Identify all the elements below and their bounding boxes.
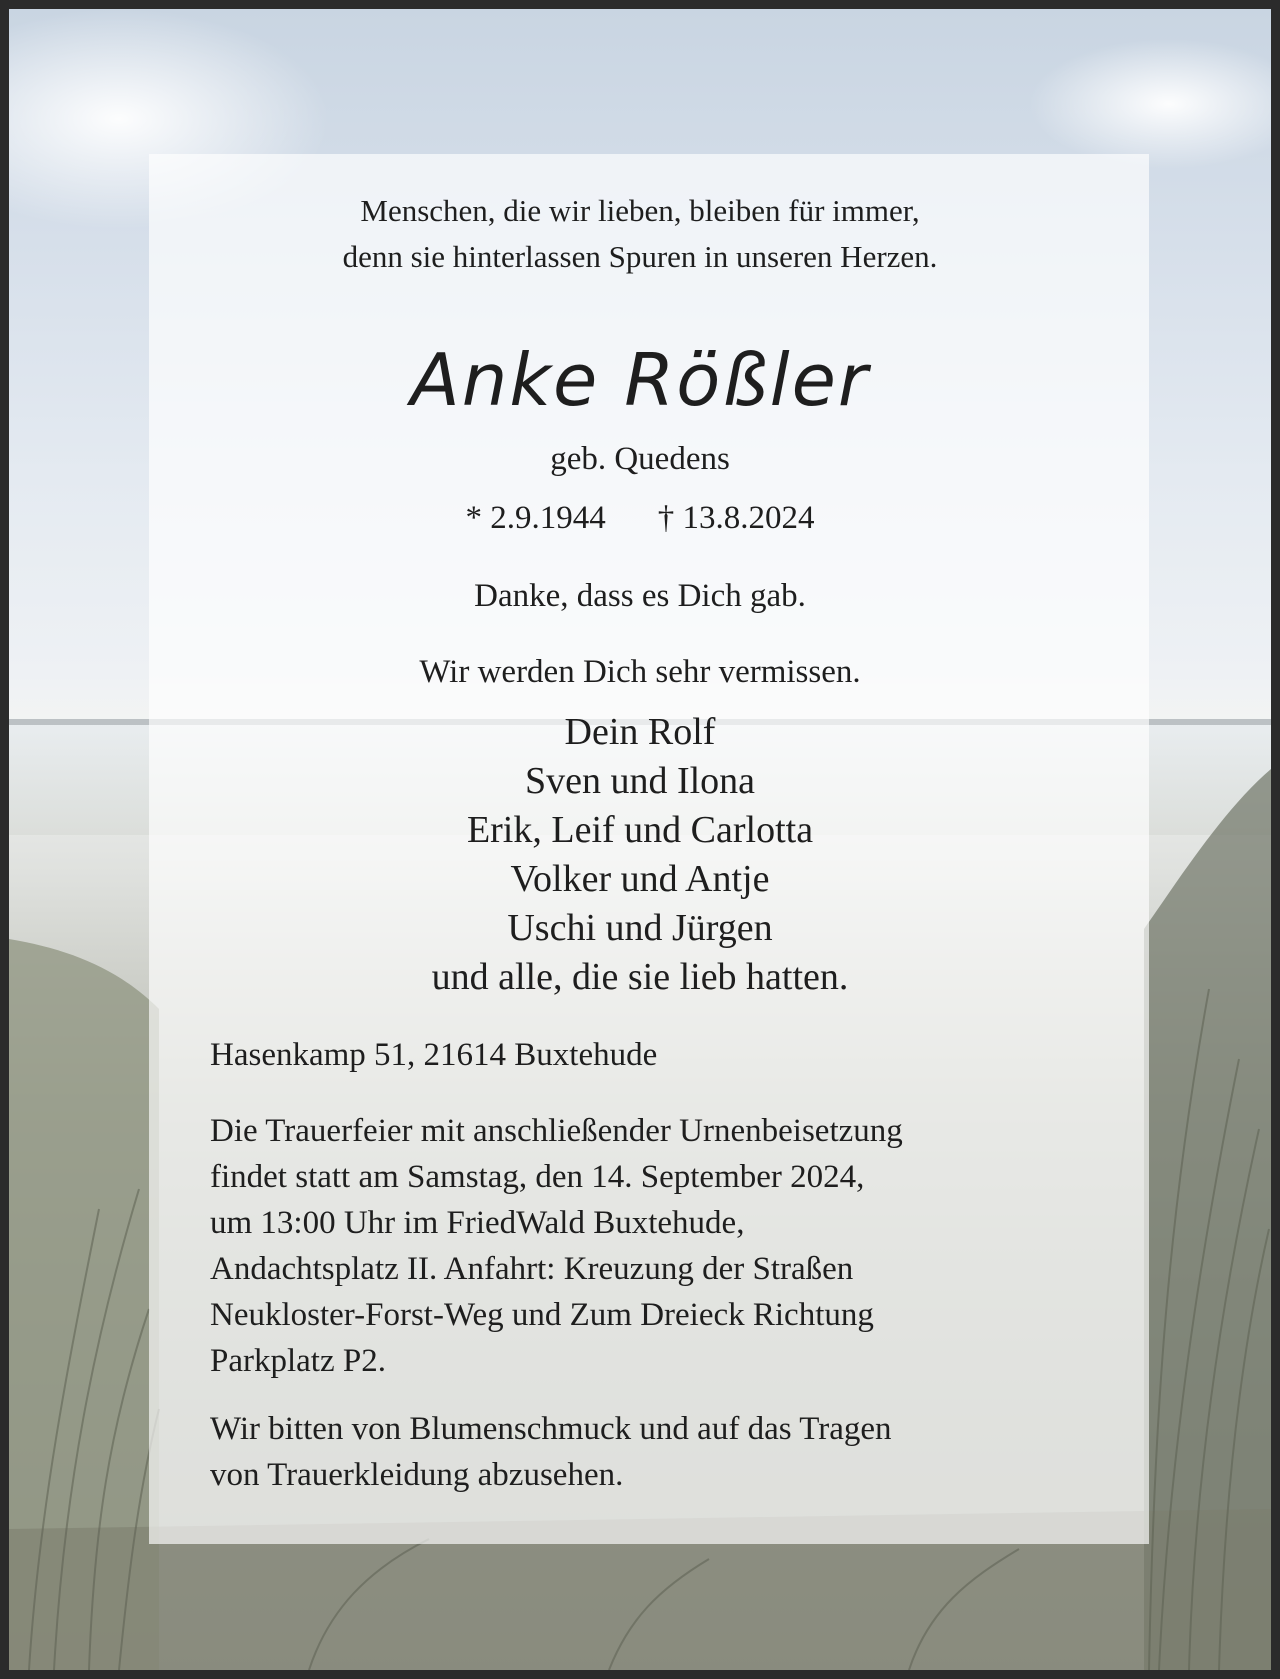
motto-line-2: denn sie hinterlassen Spuren in unseren Herzen. [342, 239, 938, 274]
mourner: Uschi und Jürgen [507, 907, 773, 949]
mourner: Erik, Leif und Carlotta [466, 809, 814, 851]
mourner: Sven und Ilona [524, 760, 756, 802]
mourners-list [140, 708, 1140, 1002]
miss-line: Wir werden Dich sehr vermissen. [419, 654, 861, 690]
cloud-right [1029, 39, 1271, 169]
motto [140, 188, 1140, 280]
mourner: und alle, die sie lieb hatten. [431, 956, 849, 998]
mourner: Dein Rolf [564, 711, 716, 753]
motto-line-1: Menschen, die wir lieben, bleiben für immer, [360, 193, 920, 228]
flowers-request [210, 1406, 1110, 1498]
service-line: findet statt am Samstag, den 14. September 2024, [210, 1159, 865, 1195]
request-line: von Trauerkleidung abzusehen. [210, 1457, 624, 1493]
service-line: Die Trauerfeier mit anschließender Urnenbeisetzung [210, 1113, 903, 1149]
address: Hasenkamp 51, 21614 Buxtehude [210, 1037, 658, 1073]
maiden-name: geb. Quedens [550, 441, 730, 477]
death-date: † 13.8.2024 [657, 500, 815, 536]
mourner: Volker und Antje [510, 858, 770, 900]
service-line: Parkplatz P2. [210, 1343, 386, 1379]
thanks-line: Danke, dass es Dich gab. [474, 578, 806, 614]
deceased-name: Anke Rößler [410, 338, 870, 422]
request-line: Wir bitten von Blumenschmuck und auf das Tragen [210, 1411, 892, 1447]
service-line: Andachtsplatz II. Anfahrt: Kreuzung der Straßen [210, 1251, 854, 1287]
service-line: Neukloster-Forst-Weg und Zum Dreieck Richtung [210, 1297, 874, 1333]
birth-date: * 2.9.1944 [465, 500, 606, 536]
service-info [210, 1108, 1110, 1384]
service-line: um 13:00 Uhr im FriedWald Buxtehude, [210, 1205, 745, 1241]
life-dates [140, 496, 1140, 540]
